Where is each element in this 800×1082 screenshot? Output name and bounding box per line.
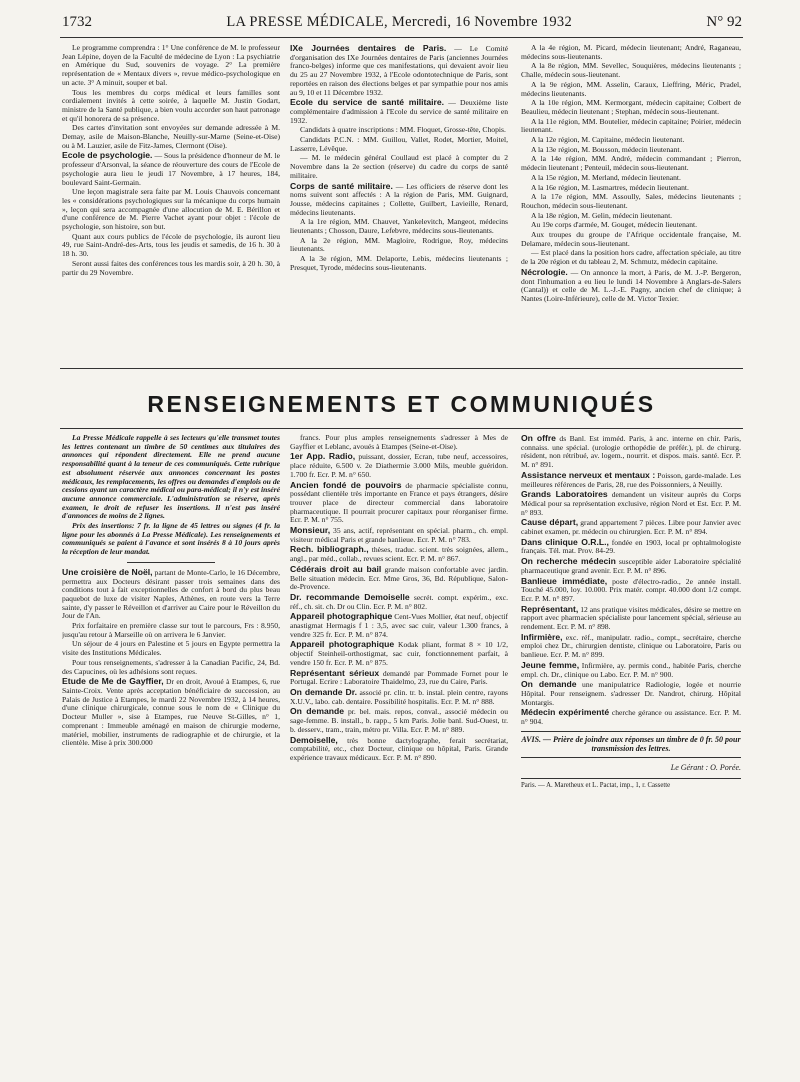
paragraph-heading: Ancien fondé de pouvoirs <box>290 479 402 490</box>
paragraph-heading: Grands Laboratoires <box>521 489 608 500</box>
paragraph-heading: Appareil photographique <box>290 611 393 622</box>
paragraph-heading: Monsieur, <box>290 525 331 536</box>
paragraph-text: Le programme comprendra : 1° Une conférence de M. le professeur Jean Lépine, doyen de la Faculté de médecine de Lyon : La psychiatrie en Amérique du Sud, souvenirs de voyage. 2° La première représentation de « Mentaux divers », revue médico-psychologique en un acte. 3° A minuit, souper et bal. <box>62 44 280 87</box>
paragraph <box>521 268 741 304</box>
paragraph-heading: Dans clinique O.R.L., <box>521 536 609 547</box>
paragraph <box>290 481 508 526</box>
paragraph <box>290 707 508 734</box>
paragraph-heading: 1er App. Radio, <box>290 451 356 462</box>
paragraph <box>521 62 741 79</box>
paragraph <box>62 188 280 232</box>
paragraph-text: A la 11e région, MM. Boutelier, médecin capitaine; Poirier, médecin lieutenant. <box>521 116 741 135</box>
paragraph-text: A la 14e région, MM. André, médecin commandant ; Pierron, médecin lieutenant ; Penteuil, médecin sous-lieutenant. <box>521 154 741 173</box>
paragraph <box>521 471 741 489</box>
paragraph <box>290 545 508 563</box>
paragraph <box>521 155 741 172</box>
paragraph-text: A la 9e région, MM. Asselin, Caraux, Lieffring, Méric, Pradel, médecins lieutenants. <box>521 79 741 98</box>
paragraph <box>290 44 508 97</box>
bottom-column-2 <box>290 434 508 1064</box>
paragraph-heading: Appareil photographique <box>290 639 395 650</box>
paragraph-text: demandé par Pommade Fornet pour le Portugal. Ecrire : Laboratoire Thaidelmo, 23, rue du Caire, Paris. <box>290 668 508 687</box>
paragraph-text: A la 16e région, M. Lasmartres, médecin lieutenant. <box>531 182 689 192</box>
avis-notice: AVIS. — Prière de joindre aux réponses un timbre de 0 fr. 50 pour transmission des lettres. <box>521 731 741 758</box>
paragraph-text: A la 3e région, MM. Delaporte, Lebis, médecins lieutenants ; Presquet, Tyrode, médecins sous-lieutenants. <box>290 254 508 272</box>
paragraph-text: Prix forfaitaire en première classe sur tout le parcours, Frs : 8.950, jusqu'au retour à Marseille où on arrivera le 6 Janvier. <box>62 621 280 639</box>
paragraph-heading: Représentant sérieux <box>290 667 380 678</box>
paragraph <box>521 118 741 135</box>
paragraph-text: A la 10e région, MM. Kermorgant, médecin capitaine; Colbert de Beaulieu, médecin lieutenant ; Stephan, médecin sous-lieutenant. <box>521 98 741 116</box>
paragraph-heading: Assistance nerveux et mentaux : <box>521 469 656 480</box>
paragraph-text: cherche gérance ou assistance. Ecr. P. M. n° 904. <box>521 708 741 727</box>
paragraph <box>290 182 508 218</box>
paragraph-text: A la 12e région, M. Capitaine, médecin lieutenant. <box>531 135 685 145</box>
paragraph-text: A la 17e région, MM. Assoully, Sales, médecins lieutenants ; Rouchon, médecin sous-lieutenant. <box>521 192 741 210</box>
paragraph-text: Quant aux cours publics de l'école de psychologie, ils auront lieu 49, rue Saint-André-des-Arts, tous les jeudis et samedis, de 16 h. 30 à 18 h. 30. <box>62 231 280 259</box>
ads-column-3 <box>521 434 741 727</box>
paragraph-text: Une leçon magistrale sera faite par M. Louis Chauvois concernant les « considérations psychologiques sur la mécanique du corps humain », leçon qui sera accompagnée d'une allocution de M. E. Bérillon et d'une conférence de M. Pierre Vachet ayant pour objet : l'école de psychologie, son histoire, son but. <box>62 187 280 232</box>
paragraph-heading: On demande <box>290 706 345 717</box>
paragraph <box>62 124 280 150</box>
header-rule <box>60 37 743 38</box>
paragraph <box>62 659 280 676</box>
paragraph <box>290 565 508 592</box>
paragraph-text: — Le Comité d'organisation des IXe Journées dentaires de Paris (anciennes Journées franco-belges) informe que ces manifestations, qui devaient avoir lieu du 25 au 27 Novembre 1932, à l'Ecole odontotechnique de Paris, sont reportées en raison des élections belges et par sympathie pour nos amis au 9, 10 et 11 Décembre 1932. <box>290 44 508 97</box>
paragraph-text: — M. le médecin général Coullaud est placé à compter du 2 Novembre dans la 2e section (réserve) du cadre du corps de santé militaire. <box>290 153 508 180</box>
paragraph-text: 12 ans pratique visites médicales, désire se mettre en rapport avec pharmacien spécialiste pour lancement spécial, sérieuse au rendement. Ecr. P. M. n° 898. <box>521 604 741 632</box>
paragraph-heading: On demande <box>521 679 577 690</box>
paragraph <box>62 260 280 277</box>
paragraph-text: A la 13e région, M. Bousson, médecin lieutenant. <box>531 144 682 154</box>
paragraph-heading: IXe Journées dentaires de Paris. <box>290 44 447 53</box>
paragraph-text: poste d'électro-radio., 2e année install. Touché 45.000, loy. 10.000. Prix matér. compr. 40.000 dont 1/2 compt. Ecr. P. M. n° 897. <box>521 576 741 603</box>
paragraph-text: A la 8e région, MM. Sevellec, Souquières, médecins lieutenants ; Challe, médecin sous-lieutenant. <box>521 61 741 80</box>
paragraph-heading: Banlieue immédiate, <box>521 575 608 586</box>
notice-block <box>62 434 280 557</box>
paragraph <box>62 568 280 621</box>
paragraph <box>521 434 741 470</box>
paragraph-heading: On offre <box>521 434 556 443</box>
paragraph-heading: Jeune femme, <box>521 659 580 670</box>
bottom-column-1 <box>62 434 280 1064</box>
paragraph-text: 35 ans, actif, représentant en spécial. pharm., ch. empl. visiteur médical Paris et grande banlieue. Ecr. P. M. n° 783. <box>290 526 508 544</box>
paragraph-heading: Ecole du service de santé militaire. <box>290 97 445 108</box>
notice-separator <box>127 562 214 563</box>
paragraph <box>62 44 280 88</box>
paragraph-text: — Deuxième liste complémentaire d'admission à l'Ecole du service de santé militaire en 1932. <box>290 98 508 125</box>
section-bottom-rule <box>60 428 743 429</box>
paragraph <box>521 557 741 575</box>
paragraph-heading: Demoiselle, <box>290 734 338 745</box>
paragraph <box>290 612 508 639</box>
paragraph <box>290 669 508 687</box>
paragraph <box>521 193 741 210</box>
paragraph <box>521 99 741 116</box>
paragraph <box>521 221 741 230</box>
paragraph <box>290 218 508 235</box>
paragraph-text: Cent-Vues Mollier, état neuf, objectif anastigmat Hermagis f 1 : 3,5, avec sac cuir, valeur 1.300 francs, à vendre 325 fr. Ecr. P. M. n° 874. <box>290 612 508 639</box>
paragraph-text: thèses, traduc. scient. très soignées, allem., angl., par méd., collab., revues scient. Ecr. P. M. n° 867. <box>290 545 508 564</box>
paragraph-text: Dr en droit, Avoué à Etampes, 6, rue Sainte-Croix. Vente après acceptation bénéficiaire de succession, au Palais de Justice à Etampes, le mardi 22 Novembre 1932, à 14 heures, d'une clinique chirurgicale, connue sous le nom de « Clinique du Docteur Muller », sise à Etampes, rue Neuve St-Gilles, n° 1, comprenant : Immeuble aménagé en maison de chirurgie moderne, matériel, mobilier, instruments de radiographie et de chirurgie, et la clientèle. Mise à prix 300.000 <box>62 677 280 748</box>
section-top-rule <box>60 368 743 369</box>
paragraph-text: associé pr. clin. tr. b. instal. plein centre, rayons X.U.V., labo. cab. dentaire. Possibilité hospitalis. Ecr. P. M. n° 888. <box>290 687 508 706</box>
paragraph-text: Au 19e corps d'armée, M. Gouget, médecin lieutenant. <box>531 220 698 230</box>
paragraph-text: — Est placé dans la position hors cadre, affectation spéciale, au titre de la 20e région et du tableau 2, M. Schmutz, médecin capitaine. <box>521 248 741 267</box>
paragraph-text: Seront aussi faites des conférences tous les mardis soir, à 20 h. 30, à partir du 29 Novembre. <box>62 258 280 277</box>
paragraph-heading: Infirmière, <box>521 631 563 642</box>
paragraph-text: grand appartement 7 pièces. Libre pour Janvier avec cabinet examen, pr. médecin ou chirurgien. Ecr. P. M. n° 894. <box>521 518 741 537</box>
issue-number: N° 92 <box>706 14 742 30</box>
paragraph <box>290 237 508 254</box>
section-title: RENSEIGNEMENTS ET COMMUNIQUÉS <box>147 391 656 417</box>
paragraph <box>521 231 741 248</box>
paragraph <box>290 593 508 611</box>
paragraph-text: Tous les membres du corps médical et leurs familles sont cordialement invités à cette soirée, à laquelle M. Justin Godart, ministre de la Santé publique, a bien voulu accorder son haut patronage et qu'il honorera de sa présence. <box>62 87 280 123</box>
paragraph <box>62 677 280 748</box>
paragraph-text: francs. Pour plus amples renseignements s'adresser à Mes de Gayffier et Leblanc, avoués à Etampes (Seine-et-Oise). <box>290 434 508 451</box>
paragraph-heading: Ecole de psychologie. <box>62 150 153 161</box>
paragraph <box>62 89 280 124</box>
paragraph-heading: Cédérais droit au bail <box>290 563 382 574</box>
paragraph-heading: Etude de Me de Gayffier, <box>62 676 164 687</box>
paragraph-heading: Rech. bibliograph., <box>290 544 369 555</box>
paragraph <box>521 633 741 660</box>
paragraph-text: Des cartes d'invitation sont envoyées sur demande adressée à M. Demay, asile de Maison-Blanche, Neuilly-sur-Marne (Seine-et-Oise) ou à M. Lauzier, asile de Fitz-James, Clermont (Oise). <box>62 123 280 150</box>
paragraph-text: A la 15e région, M. Merland, médecin lieutenant. <box>531 172 681 182</box>
paragraph <box>521 184 741 193</box>
paragraph-heading: Une croisière de Noël, <box>62 566 153 577</box>
paragraph <box>290 688 508 706</box>
paragraph-text: pr. bel. mais. repos, conval., associé médecin ou sage-femme. B. install., b. rapp., 5 km Paris. Jolie banl. Sud-Ouest, tr. b. desserv., tram., train, métro pr. Villa. Ecr. P. M. n° 889. <box>290 707 508 734</box>
running-title: LA PRESSE MÉDICALE, Mercredi, 16 Novembre 1932 <box>226 14 573 30</box>
paragraph <box>521 708 741 726</box>
paragraph <box>290 452 508 479</box>
paragraph-text: Infirmière, ay. permis cond., habitée Paris, cherche empl. ch. Dr., clinique ou Labo. Ecr. P. M. n° 900. <box>521 660 741 679</box>
paragraph-text: de pharmacie spécialiste connu, possédant clientèle très importante en France et pays étrangers, désire trouver place de directeur commercial dans laboratoire pharmaceutique. Il pourrait procurer capitaux pour réorganiser firme. Ecr. P. M. n° 755. <box>290 480 508 525</box>
page-header <box>62 14 742 36</box>
paragraph <box>62 622 280 639</box>
paragraph <box>521 146 741 155</box>
paragraph <box>521 249 741 266</box>
paragraph <box>62 151 280 187</box>
paragraph-text: partant de Monte-Carlo, le 16 Décembre, permettra aux Docteurs désirant passer trois semaines dans des conditions tout à fait exceptionnelles de confort à bord du plus beau paquebot de luxe de visiter Naples, Athènes, en route vers la Terre sainte, d'y passer le Réveillon et d'arriver au Caire pour le Réveillon du Jour de l'An. <box>62 567 280 621</box>
paragraph-heading: Représentant, <box>521 603 579 614</box>
paragraph <box>290 640 508 667</box>
paragraph-text: A la 18e région, M. Gelin, médecin lieutenant. <box>531 210 673 220</box>
paragraph <box>521 680 741 707</box>
notice-paragraph: Prix des insertions: 7 fr. la ligne de 45 lettres ou signes (4 fr. la ligne pour les abonnés à La Presse Médicale). Les renseignements et communiqués se paient à l'avance et sont insérés 8 à 10 jours après la réception de leur mandat. <box>62 521 280 557</box>
gerant-signature: Le Gérant : O. Porée. <box>670 762 741 772</box>
paragraph-text: secrét. compt. expérim., exc. réf., ch. sit. ch. Dr ou Clin. Ecr. P. M. n° 802. <box>290 592 508 611</box>
paragraph <box>521 212 741 221</box>
printer-imprint: Paris. — A. Maretheux et L. Pactat, imp., 1, r. Cassette <box>521 778 741 791</box>
paragraph <box>521 490 741 517</box>
paragraph <box>521 136 741 145</box>
ads-column-1 <box>62 568 280 748</box>
paragraph-text: Pour tous renseignements, s'adresser à la Canadian Pacific, 24, Bd. des Capucines, où les adhésions sont reçues. <box>62 657 280 676</box>
paragraph-text: très bonne dactylographe, ferait secrétariat, comptabilité, etc., chez Docteur, clinique ou hôpital, Paris. Grande expérience travaux médicaux. Ecr. P. M. n° 890. <box>290 735 508 762</box>
top-column-2 <box>290 44 508 360</box>
paragraph <box>521 538 741 556</box>
paragraph-text: Candidats P.C.N. : MM. Guillou, Vallet, Rodet, Mortier, Moitel, Lasserre, Lévêque. <box>290 135 508 153</box>
top-column-3 <box>521 44 741 360</box>
paragraph-text: demandent un visiteur auprès du Corps Médical pour sa représentation exclusive, région Nord et Est. Ecr. P. M. n° 893. <box>521 490 741 517</box>
paragraph-text: — Les officiers de réserve dont les noms suivent sont affectés : A la région de Paris, MM. Guignard, Jousse, médecins capitaines ; Collette, Guilbert, Lavieille, Renard, médecins lieutenants. <box>290 181 508 217</box>
paragraph-text: puissant, dossier, Ecran, tube neuf, accessoires, place réduite, 6.500 v. 2e Diathermie 3.000 Mils, meuble guéridon. 1.700 fr. Ecr. P. M. n° 650. <box>290 452 508 479</box>
paragraph <box>290 255 508 272</box>
paragraph <box>521 577 741 604</box>
paragraph <box>290 136 508 153</box>
paragraph <box>290 736 508 763</box>
paragraph <box>521 81 741 98</box>
paragraph-heading: Médecin expérimenté <box>521 707 610 718</box>
paragraph-text: ds Banl. Est imméd. Paris, à anc. interne en chir. Paris, connaiss. une spécial. (urologie orthopédie de préfér.), pl. de chirurg. résident, non rétribué, av. logem., nourrit. et dispos. mais. santé. Ecr. P. M. n° 891. <box>521 434 741 470</box>
paragraph-text: fondée en 1903, local pr ophtalmologiste français. Tél. mat. Prov. 84-29. <box>521 537 741 556</box>
paragraph <box>62 640 280 657</box>
page-number: 1732 <box>62 14 92 30</box>
paragraph <box>290 98 508 125</box>
paragraph-text: A la 1re région, MM. Chauvet, Yankelevitch, Mangeot, médecins lieutenants ; Chosson, Daure, Lefebvre, médecins sous-lieutenants. <box>290 217 508 236</box>
notice-paragraph: La Presse Médicale rappelle à ses lecteurs qu'elle transmet toutes les lettres contenant un timbre de 50 centimes aux titulaires des annonces qui répondent directement. Elle ne prend aucune responsabilité quant à la teneur de ces communiqués. Cette rubrique est absolument réservée aux annonces concernant les postes médicaux, les remplacements, les offres ou demandes d'emplois ou de cessions ayant un caractère médical ou para-médical; il n'y est inséré aucune annonce commerciale. L'administration se réserve, après examen, le droit de refuser les insertions. Il n'est pas inséré d'annonces de moins de 2 lignes. <box>62 434 280 521</box>
paragraph <box>521 518 741 536</box>
paragraph-heading: Nécrologie. <box>521 266 568 277</box>
paragraph-text: Candidats à quatre inscriptions : MM. Floquet, Grosse-tête, Chopis. <box>300 125 506 135</box>
paragraph-text: exc. réf., manipulatr. radio., compt., secrétaire, cherche emploi chez Dr., chirurgien dentiste, clinique ou Laboratoire, Paris ou banlieue. Ecr. P. M. n° 899. <box>521 632 741 660</box>
paragraph <box>290 526 508 544</box>
paragraph <box>521 661 741 679</box>
paragraph-text: susceptible aider Laboratoire spécialité pharmaceutique grand avenir. Ecr. P. M. n° 896. <box>521 557 741 575</box>
paragraph <box>290 126 508 135</box>
paragraph-text: A la 2e région, MM. Magloire, Rodrigue, Roy, médecins lieutenants. <box>290 235 508 254</box>
paragraph-text: une manipulatrice Radiologie, logée et nourrie Hôpital. Pour renseignem. s'adresser Dr. Nandrot, chirurg. Hôpital Montargis. <box>521 680 741 707</box>
paragraph-text: — On annonce la mort, à Paris, de M. J.-P. Bergeron, dont l'inhumation a eu lieu le lundi 14 Novembre à Anglars-de-Salers (Cantal)) et celle de M. L.-J.-E. Pagny, ancien chef de clinique; à Nantes (Loire-Inférieure), celle de M. Victor Texier. <box>521 267 741 303</box>
paragraph-text: Aux troupes du groupe de l'Afrique occidentale française, M. Delamare, médecin sous-lieutenant. <box>521 230 741 248</box>
paragraph-text: A la 4e région, M. Picard, médecin lieutenant; André, Raganeau, médecins sous-lieutenants. <box>521 44 741 61</box>
paragraph <box>521 44 741 61</box>
paragraph-heading: Corps de santé militaire. <box>290 180 393 191</box>
paragraph-heading: On recherche médecin <box>521 556 616 567</box>
paragraph-heading: Cause départ, <box>521 517 579 528</box>
paragraph-text: grande maison confortable avec jardin. Belle situation médecin. Ecr. Mme Gros, 36, Bd. République, Salon-de-Provence. <box>290 564 508 592</box>
paragraph-text: — Sous la présidence d'honneur de M. le professeur d'Arsonval, la séance de réouverture des cours de l'Ecole de psychologie aura lieu le jeudi 17 Novembre, à 17 heures, 184, boulevard Saint-Germain. <box>62 151 280 187</box>
paragraph-heading: On demande Dr. <box>290 686 357 697</box>
paragraph <box>521 605 741 632</box>
paragraph <box>290 434 508 451</box>
paragraph <box>290 154 508 180</box>
paragraph-heading: Dr. recommande Demoiselle <box>290 591 410 602</box>
paragraph-text: Un séjour de 4 jours en Palestine et 5 jours en Egypte permettra la visite des Institutions Médicales. <box>62 639 280 658</box>
top-column-1 <box>62 44 280 360</box>
paragraph-text: Poisson, garde-malade. Les meilleures références de Paris, 28, rue des Poissonniers, à Neuilly. <box>521 470 741 489</box>
paragraph <box>62 233 280 259</box>
paragraph-text: Kodak pliant, format 8 × 10 1/2, objectif Steinheil-orthostigmat, sac cuir, fonctionnement parfait, à vendre 150 fr. Ecr. P. M. n° 875. <box>290 640 508 667</box>
bottom-column-3 <box>521 434 741 1064</box>
paragraph <box>521 174 741 183</box>
